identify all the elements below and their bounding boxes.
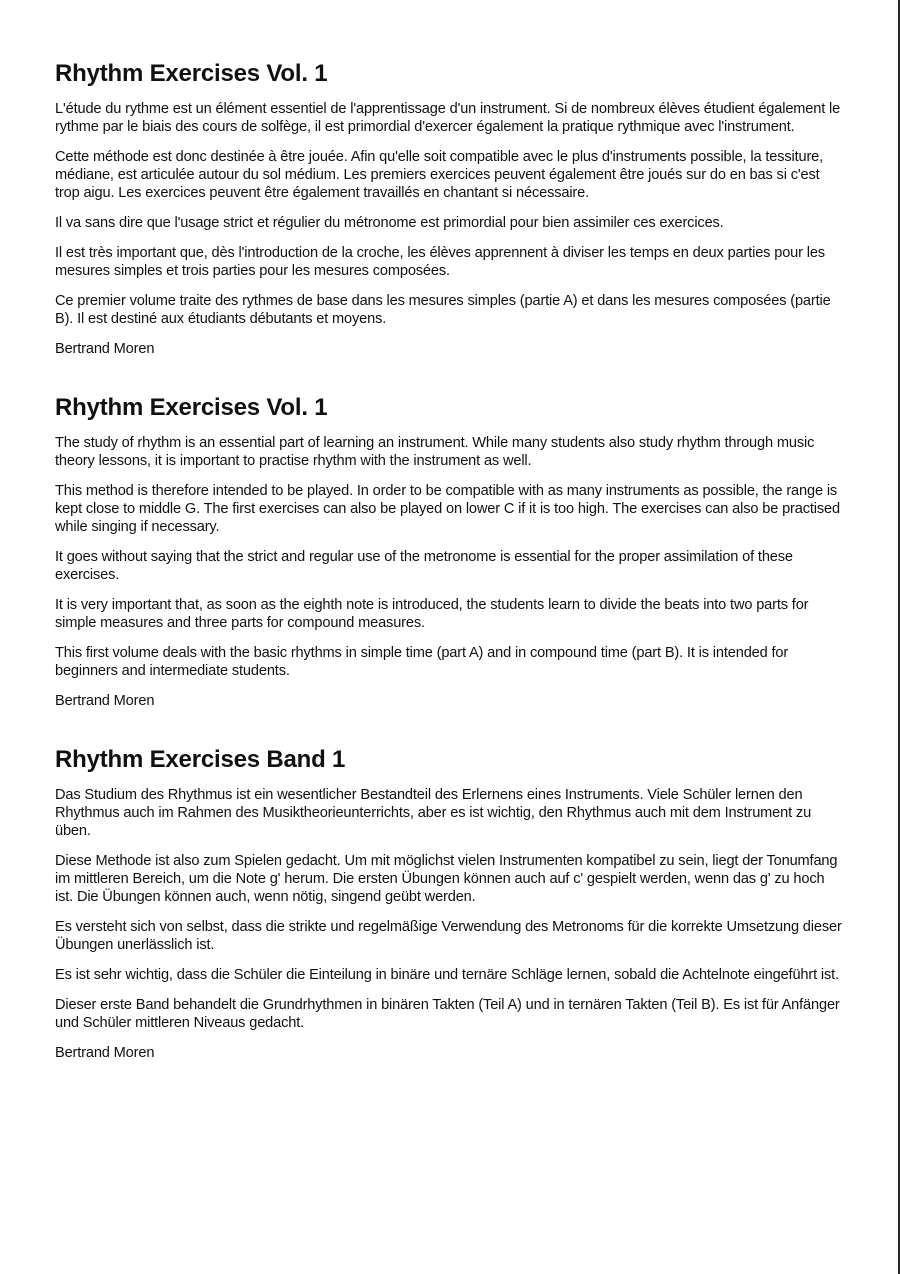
paragraph: This method is therefore intended to be played. In order to be compatible with as many instruments as possible, the range is kept close to middle G. The first exercises can also be played on lower C if it is too high. The exercises can also be practised while singing if necessary.	[55, 483, 840, 535]
section-french	[55, 60, 845, 358]
paragraph: Es versteht sich von selbst, dass die strikte und regelmäßige Verwendung des Metronoms für die korrekte Umsetzung dieser Übungen unerlässlich ist.	[55, 919, 842, 953]
section-english	[55, 394, 845, 710]
paragraph: Ce premier volume traite des rythmes de base dans les mesures simples (partie A) et dans les mesures composées (partie B). Il est destiné aux étudiants débutants et moyens.	[55, 293, 831, 327]
paragraph: Das Studium des Rhythmus ist ein wesentlicher Bestandteil des Erlernens eines Instruments. Viele Schüler lernen den Rhythmus auch im Rahmen des Musiktheorieunterrichts, aber es ist wichtig, den Rhythmus auch mit dem Instrument zu üben.	[55, 787, 812, 839]
paragraph: This first volume deals with the basic rhythms in simple time (part A) and in compound time (part B). It is intended for beginners and intermediate students.	[55, 645, 789, 679]
paragraph: L'étude du rythme est un élément essentiel de l'apprentissage d'un instrument. Si de nombreux élèves étudient également le rythme par le biais des cours de solfège, il est primordial d'exercer également la pratique rythmique avec l'instrument.	[55, 101, 841, 135]
paragraph: Diese Methode ist also zum Spielen gedacht. Um mit möglichst vielen Instrumenten kompatibel zu sein, liegt der Tonumfang im mittleren Bereich, um die Note g' herum. Die ersten Übungen können auch auf c' gespielt werden, wenn das g' zu hoch ist. Die Übungen können auch, wenn nötig, singend geübt werden.	[55, 853, 838, 905]
paragraph: It goes without saying that the strict and regular use of the metronome is essential for the proper assimilation of these exercises.	[55, 549, 793, 583]
paragraph: Es ist sehr wichtig, dass die Schüler die Einteilung in binäre und ternäre Schläge lernen, sobald die Achtelnote eingeführt ist.	[55, 967, 839, 983]
paragraph: The study of rhythm is an essential part of learning an instrument. While many students also study rhythm through music theory lessons, it is important to practise rhythm with the instrument as well.	[55, 435, 815, 469]
paragraph: It is very important that, as soon as the eighth note is introduced, the students learn to divide the beats into two parts for simple measures and three parts for compound measures.	[55, 597, 809, 631]
paragraph: Dieser erste Band behandelt die Grundrhythmen in binären Takten (Teil A) und in ternären Takten (Teil B). Es ist für Anfänger und Schüler mittleren Niveaus gedacht.	[55, 997, 840, 1031]
author-signature: Bertrand Moren	[55, 693, 155, 709]
section-german	[55, 746, 845, 1062]
paragraph: Il va sans dire que l'usage strict et régulier du métronome est primordial pour bien assimiler ces exercices.	[55, 215, 724, 231]
section-title: Rhythm Exercises Band 1	[55, 746, 346, 773]
paragraph: Cette méthode est donc destinée à être jouée. Afin qu'elle soit compatible avec le plus d'instruments possible, la tessiture, médiane, est articulée autour du sol médium. Les premiers exercices peuvent également être joués sur do en bas si c'est trop aigu. Les exercices peuvent être également travaillés en chantant si nécessaire.	[55, 149, 824, 201]
author-signature: Bertrand Moren	[55, 341, 155, 357]
paragraph: Il est très important que, dès l'introduction de la croche, les élèves apprennent à diviser les temps en deux parties pour les mesures simples et trois parties pour les mesures composées.	[55, 245, 825, 279]
section-title: Rhythm Exercises Vol. 1	[55, 60, 328, 87]
section-title: Rhythm Exercises Vol. 1	[55, 394, 328, 421]
document-page	[55, 60, 845, 1062]
author-signature: Bertrand Moren	[55, 1045, 155, 1061]
